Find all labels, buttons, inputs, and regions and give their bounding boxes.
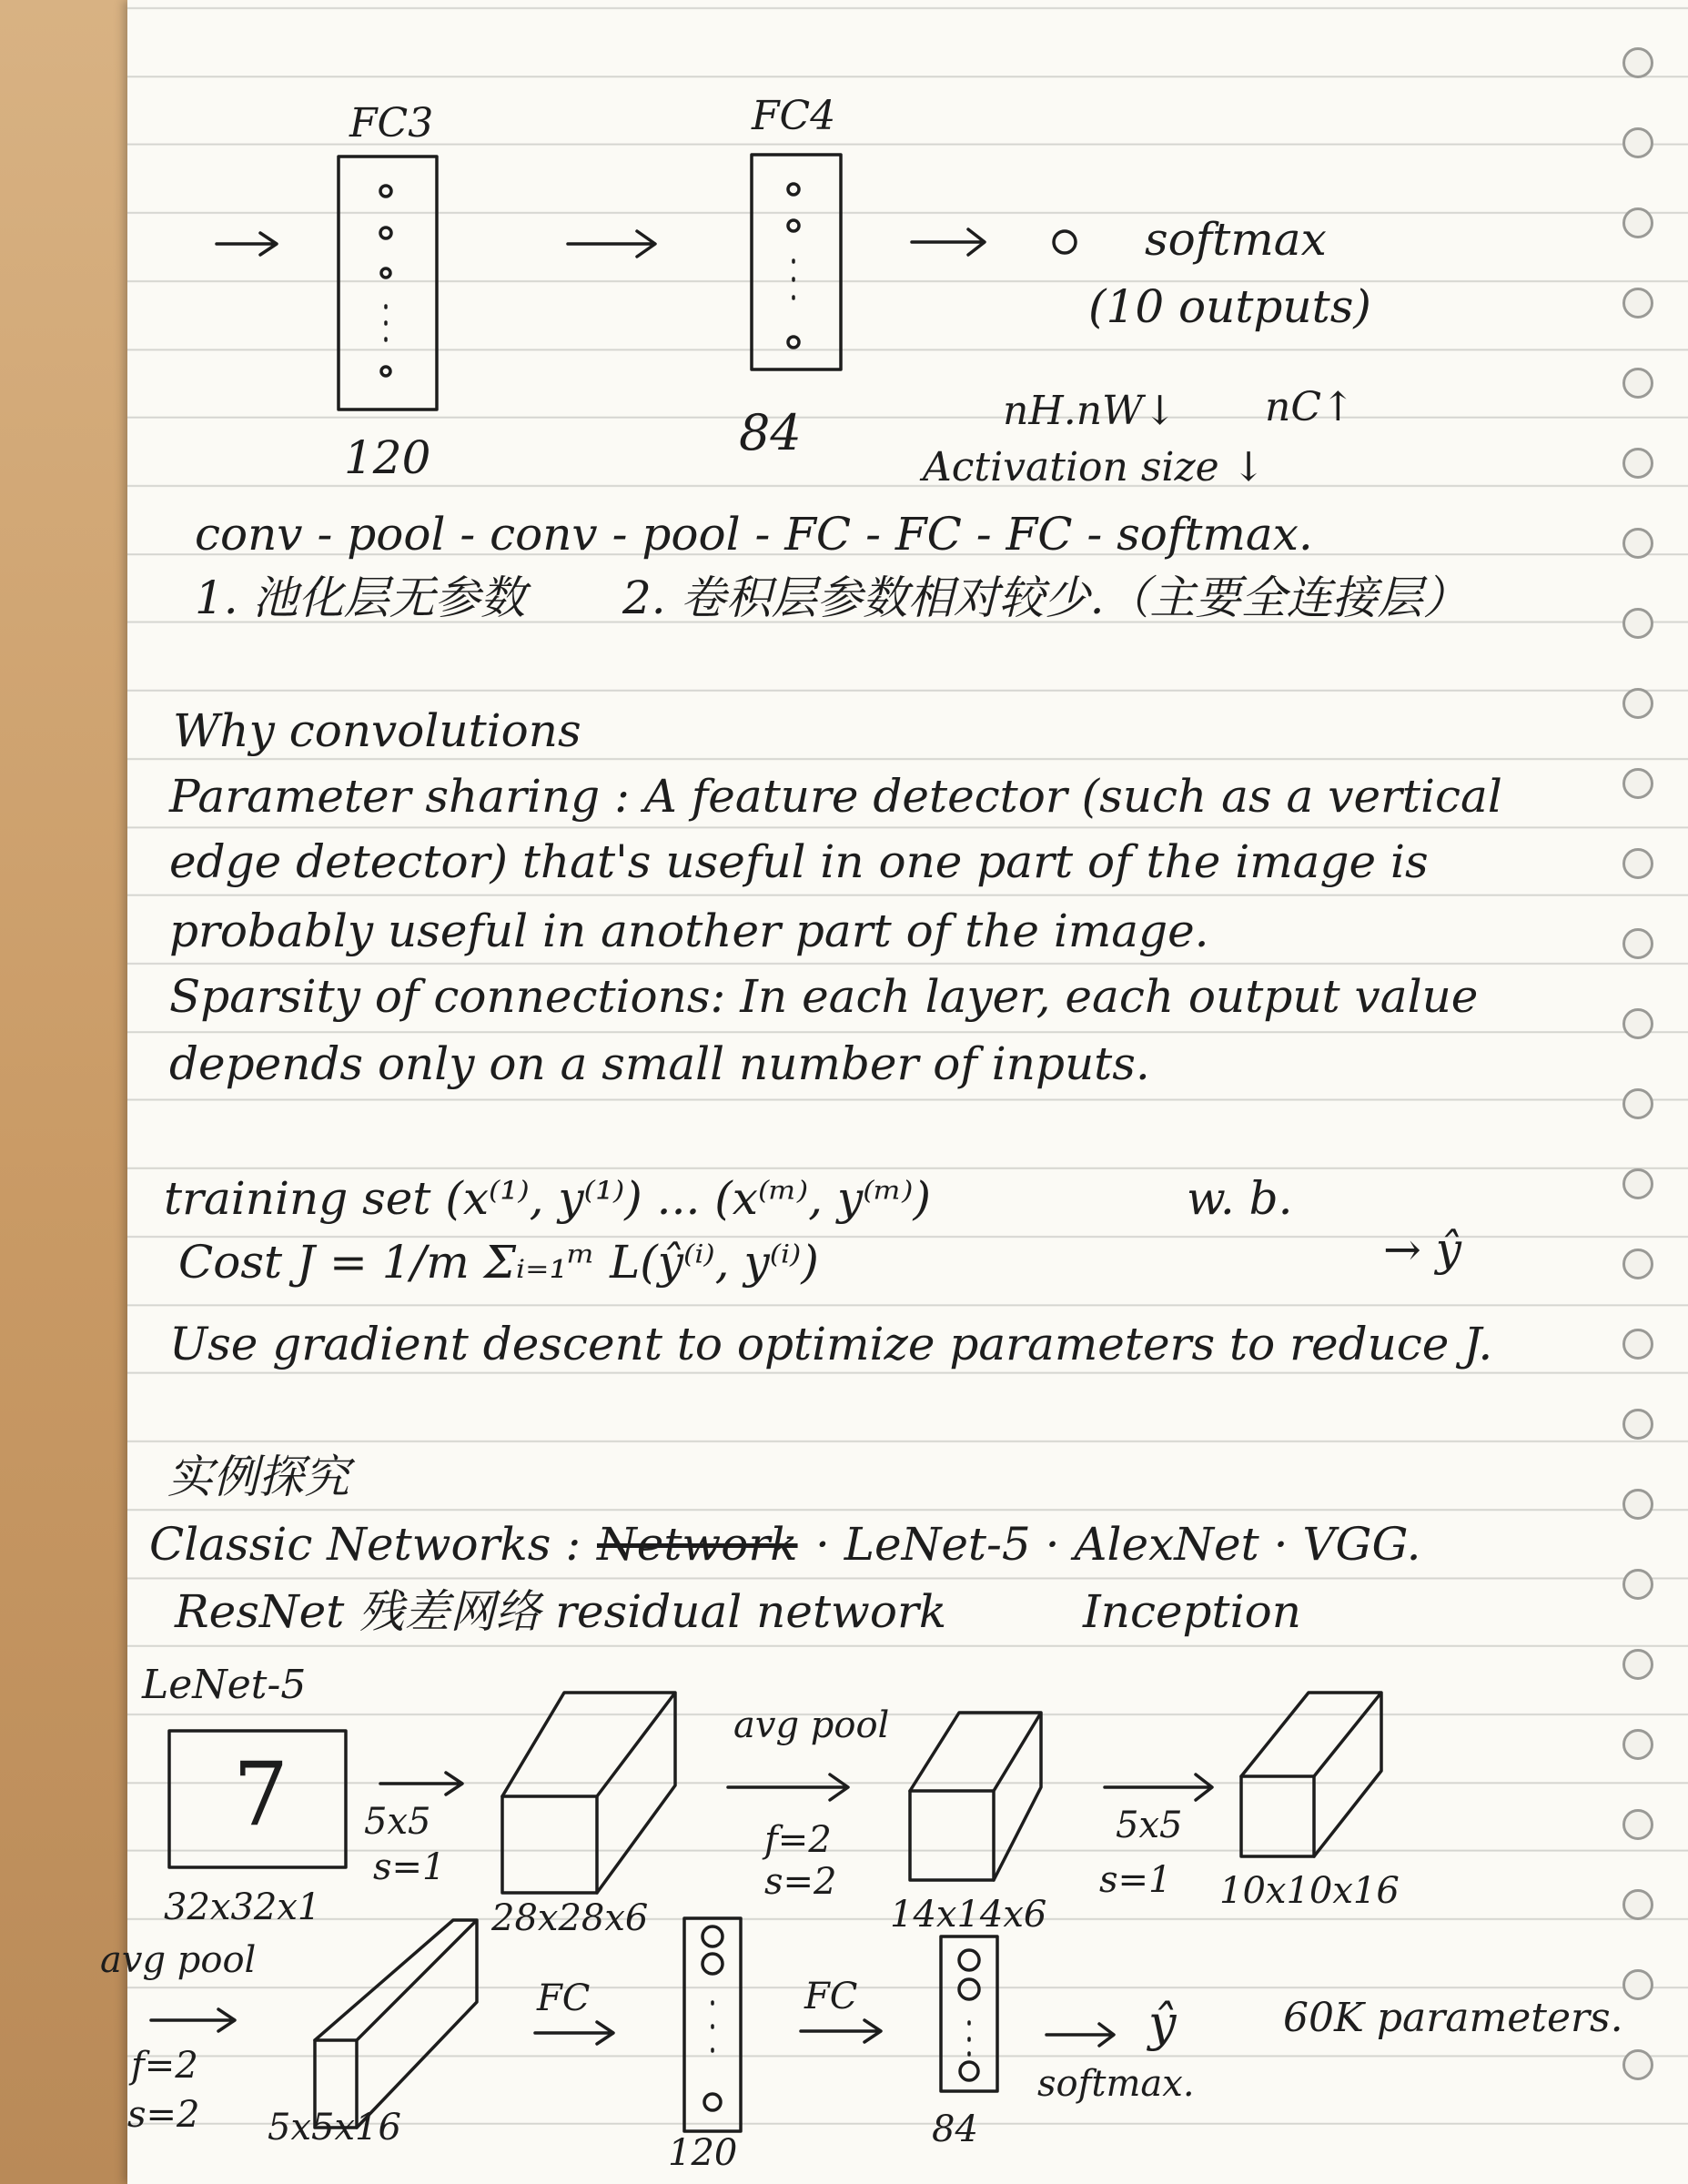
why-line: edge detector) that's useful in one part of the image is [169, 835, 1429, 888]
inception-label: Inception [1083, 1585, 1301, 1638]
output-neuron [1054, 231, 1076, 253]
pattern-note-1: 1. 池化层无参数 [195, 571, 526, 624]
why-line: probably useful in another part of the image. [169, 905, 1209, 957]
classic-networks-list: · LeNet-5 · AlexNet · VGG. [815, 1518, 1421, 1571]
fc3-input-arrow [217, 233, 277, 255]
conv1-output-size: 28x28x6 [491, 1897, 649, 1939]
why-line: depends only on a small number of inputs. [169, 1037, 1150, 1090]
fc3-neuron [381, 268, 390, 278]
training-set: training set (x⁽¹⁾, y⁽¹⁾) ... (x⁽ᵐ⁾, y⁽ᵐ⁾) [164, 1172, 931, 1225]
fc3-neuron [380, 186, 391, 197]
resnet-line: ResNet 残差网络 residual network [175, 1585, 947, 1638]
conv1-volume [502, 1693, 675, 1893]
input-digit: 7 [233, 1744, 289, 1845]
pattern-note-2: 2. 卷积层参数相对较少.（主要全连接层） [622, 571, 1469, 624]
fc3-size: 120 [344, 431, 431, 484]
fc1-column [684, 1918, 741, 2131]
softmax-note: softmax. [1037, 2063, 1195, 2105]
cost-formula: Cost J = 1/m Σᵢ₌₁ᵐ L(ŷ⁽ⁱ⁾, y⁽ⁱ⁾) [178, 1236, 819, 1289]
fc1-label: FC [537, 1977, 591, 2019]
training-params: w. b. [1187, 1172, 1293, 1225]
softmax-label: softmax [1145, 213, 1327, 266]
pool1-label: avg pool [733, 1704, 890, 1746]
fc2-arrow [801, 2020, 881, 2042]
pool2-arrow [151, 2009, 235, 2031]
fc1-size: 120 [668, 2132, 738, 2174]
why-line: Parameter sharing : A feature detector (such as a vertical [169, 770, 1502, 823]
fc4-neuron [788, 184, 799, 195]
classic-networks-label: Classic Networks : [149, 1518, 581, 1571]
fc3-neuron-column [339, 157, 437, 410]
lenet-row-2 [151, 1918, 1114, 2131]
pool1-s: s=2 [764, 1861, 837, 1903]
conv1-filter: 5x5 [364, 1801, 431, 1843]
pool2-s: s=2 [127, 2094, 200, 2136]
activation-trend: Activation size ↓ [923, 444, 1266, 490]
pool1-volume [910, 1713, 1041, 1880]
fc4-size: 84 [739, 404, 802, 461]
conv2-volume [1241, 1693, 1381, 1856]
conv2-arrow [1105, 1774, 1212, 1800]
pool2-f: f=2 [131, 2045, 198, 2087]
pool1-output-size: 14x14x6 [890, 1894, 1047, 1936]
output-arrow [1046, 2024, 1114, 2046]
fc4-title: FC4 [752, 93, 836, 139]
pool2-label: avg pool [100, 1939, 257, 1981]
fc4-neuron [788, 337, 799, 348]
fc4-neuron [788, 220, 799, 231]
conv2-output-size: 10x10x16 [1219, 1870, 1400, 1912]
fc4-layer-diagram [752, 155, 1076, 369]
pool2-output-size: 5x5x16 [268, 2107, 401, 2149]
spatial-trend: nH.nW↓ [1003, 388, 1178, 434]
fc2-size: 84 [932, 2108, 978, 2150]
conv1-arrow [380, 1773, 462, 1795]
fc1-arrow [535, 2022, 613, 2044]
fc2-label: FC [804, 1976, 858, 2017]
input-size: 32x32x1 [164, 1886, 321, 1928]
conv1-stride: s=1 [373, 1846, 446, 1888]
conv2-filter: 5x5 [1116, 1805, 1183, 1846]
why-heading: Why convolutions [173, 704, 581, 757]
fc3-title: FC3 [349, 100, 434, 147]
outputs-note: (10 outputs) [1088, 280, 1371, 333]
examples-heading: 实例探究 [167, 1451, 349, 1503]
fc3-neuron [381, 367, 390, 376]
fc4-to-output-arrow [912, 229, 985, 255]
pool2-volume [315, 1920, 477, 2128]
conv2-stride: s=1 [1099, 1859, 1172, 1901]
fc3-neuron [380, 228, 391, 238]
fc3-to-fc4-arrow [568, 231, 655, 257]
prediction-arrow: → ŷ [1383, 1223, 1462, 1276]
parameter-count: 60K parameters. [1283, 1995, 1623, 2041]
pool1-arrow [728, 1774, 848, 1800]
struck-word: Network [597, 1518, 798, 1571]
output-y-hat: ŷ [1148, 1995, 1177, 2052]
lenet-title: LeNet-5 [142, 1662, 307, 1708]
pool1-f: f=2 [764, 1819, 832, 1861]
channel-trend: nC↑ [1265, 384, 1355, 430]
why-line: Sparsity of connections: In each layer, each output value [169, 970, 1479, 1023]
fc2-column [941, 1936, 997, 2091]
layer-pattern: conv - pool - conv - pool - FC - FC - FC - softmax. [195, 508, 1313, 561]
fc3-layer-diagram [217, 157, 655, 410]
gradient-line: Use gradient descent to optimize parameters to reduce J. [169, 1318, 1493, 1370]
